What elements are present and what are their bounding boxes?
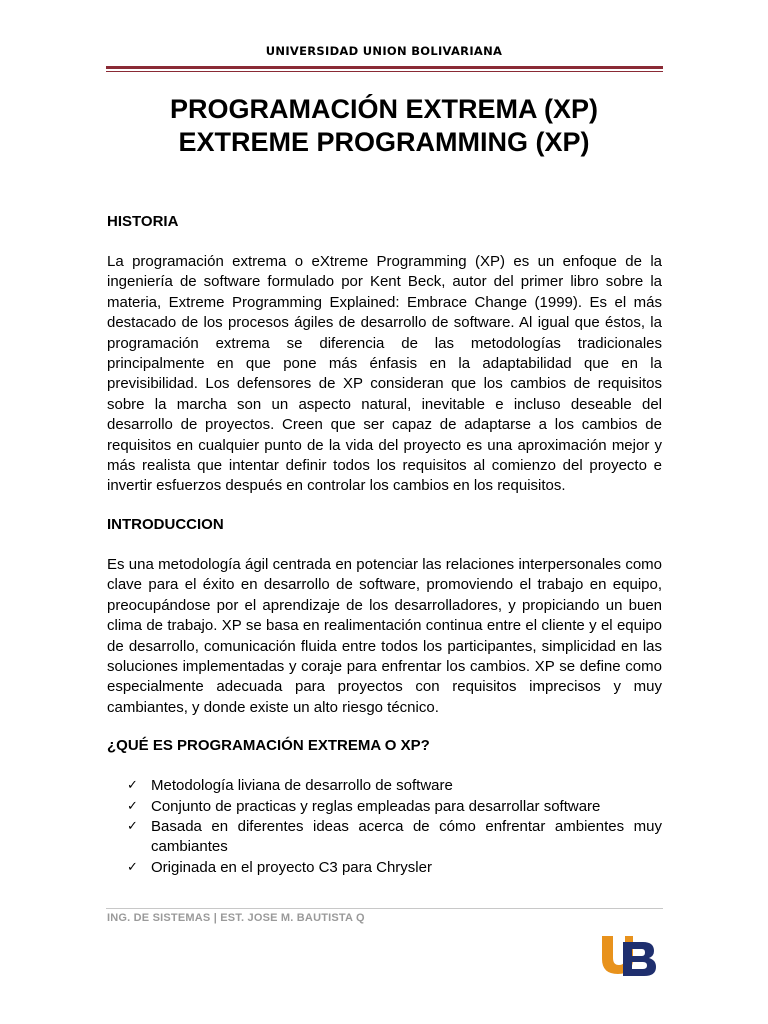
header-university: UNIVERSIDAD UNION BOLIVARIANA — [265, 44, 503, 58]
footer-text: ING. DE SISTEMAS | EST. JOSE M. BAUTISTA Q — [107, 912, 365, 924]
document-title — [0, 93, 768, 159]
check-mark-icon: ✓ — [127, 818, 138, 834]
section-heading-que-es-xp: ¿QUÉ ES PROGRAMACIÓN EXTREMA O XP? — [107, 737, 430, 755]
header-rule — [106, 66, 663, 69]
header-rule-thin — [106, 71, 663, 72]
footer-rule — [106, 908, 663, 909]
title-line-1: PROGRAMACIÓN EXTREMA (XP) — [169, 94, 598, 124]
section-body-introduccion: Es una metodología ágil centrada en potenciar las relaciones interpersonales como clave para el éxito en desarrollo de software, promoviendo el trabajo en equipo, preocupándose por el aprendizaje de los desarrolladores, y propiciando un buen clima de trabajo. XP se basa en realimentación continua entre el cliente y el equipo de desarrollo, comunicación fluida entre todos los participantes, simplicidad en las soluciones implementadas y coraje para enfrentar los cambios. XP se define como especialmente adecuada para proyectos con requisitos imprecisos y muy cambiantes, y donde existe un alto riesgo técnico. — [107, 555, 662, 716]
section-body-historia: La programación extrema o eXtreme Programming (XP) es un enfoque de la ingeniería de software formulado por Kent Beck, autor del primer libro sobre la materia, Extreme Programming Explained: Embrace Change (1999). Es el más destacado de los procesos ágiles de desarrollo de software. Al igual que éstos, la programación extrema se diferencia de las metodologías tradicionales principalmente en que pone más énfasis en la adaptabilidad que en la previsibilidad. Los defensores de XP consideran que los cambios de requisitos sobre la marcha son un aspecto natural, inevitable e incluso deseable del desarrollo de proyectos. Creen que ser capaz de adaptarse a los cambios de requisitos en cualquier punto de la vida del proyecto es una aproximación mejor y más realista que intentar definir todos los requisitos al comienzo del proyecto e invertir esfuerzos después en controlar los cambios en los requisitos. — [107, 253, 662, 495]
section-heading-historia: HISTORIA — [107, 213, 179, 230]
document-body — [107, 212, 662, 878]
list-item-text: Conjunto de practicas y reglas empleadas para desarrollar software — [151, 797, 601, 815]
section-heading-introduccion: INTRODUCCION — [107, 515, 224, 533]
list-item-text: Originada en el proyecto C3 para Chrysler — [151, 858, 432, 876]
list-item — [107, 797, 662, 817]
check-mark-icon: ✓ — [127, 778, 138, 794]
check-mark-icon: ✓ — [127, 859, 138, 875]
check-mark-icon: ✓ — [127, 798, 138, 814]
bullet-list — [107, 776, 662, 878]
list-item-text: Metodología liviana de desarrollo de software — [151, 777, 453, 795]
list-item — [107, 817, 662, 858]
list-item — [107, 776, 662, 796]
title-line-2: EXTREME PROGRAMMING (XP) — [178, 127, 590, 157]
list-item — [107, 858, 662, 878]
university-logo — [599, 932, 659, 977]
list-item-text: Basada en diferentes ideas acerca de cómo enfrentar ambientes muy cambiantes — [151, 817, 662, 856]
